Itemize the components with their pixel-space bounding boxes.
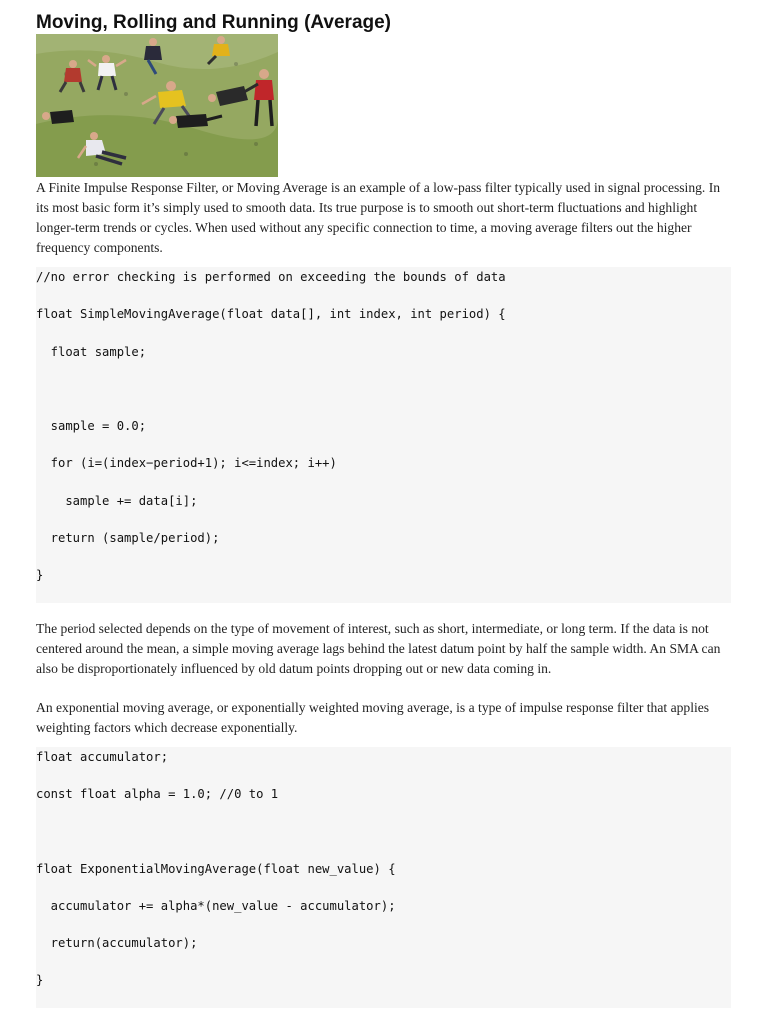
page-title: Moving, Rolling and Running (Average) [36,12,392,33]
article-photo [36,34,278,177]
ema-intro-paragraph: An exponential moving average, or exponentially weighted moving average, is a type of impulse response filter that applies weighting factors which decrease exponentially. [36,699,710,735]
code-line: //no error checking is performed on exceeding the bounds of data [36,270,506,284]
code-line: for (i=(index−period+1); i<=index; i++) [36,456,337,471]
intro-paragraph: A Finite Impulse Response Filter, or Moving Average is an example of a low-pass filter typically used in signal processing. In its most basic form it’s simply used to smooth data. Its true purpose is to smooth out short-term fluctuations and highlight longer-term trends or cycles. When used without any specific connection to time, a moving average filters out the higher frequency components. [36,180,721,255]
code-line: } [36,973,44,988]
article [36,0,731,1008]
code-line: const float alpha = 1.0; //0 to 1 [36,786,279,801]
code-line [36,821,731,858]
code-line: float ExponentialMovingAverage(float new_value) { [36,861,396,876]
code-line: float accumulator; [36,749,169,764]
code-line: } [36,568,44,583]
sma-explanation-paragraph: The period selected depends on the type of movement of interest, such as short, intermediate, or long term. If the data is not centered around the mean, a simple moving average lags behind the latest datum point by half the sample width. An SMA can also be disproportionately influenced by old datum points dropping out or new data coming in. [36,620,721,676]
code-line: float SimpleMovingAverage(float data[], int index, int period) { [36,307,506,322]
code-line: return (sample/period); [36,531,220,546]
code-line: accumulator += alpha*(new_value - accumulator); [36,898,396,913]
code-line: sample = 0.0; [36,419,147,434]
code-block-exponential-moving-average [36,747,731,1008]
code-line [36,379,731,416]
code-line: float sample; [36,344,147,359]
code-line: sample += data[i]; [36,493,198,508]
people-rolling-down-grassy-hill-photo-icon [36,34,278,177]
code-line: return(accumulator); [36,936,198,951]
code-block-simple-moving-average [36,267,731,603]
